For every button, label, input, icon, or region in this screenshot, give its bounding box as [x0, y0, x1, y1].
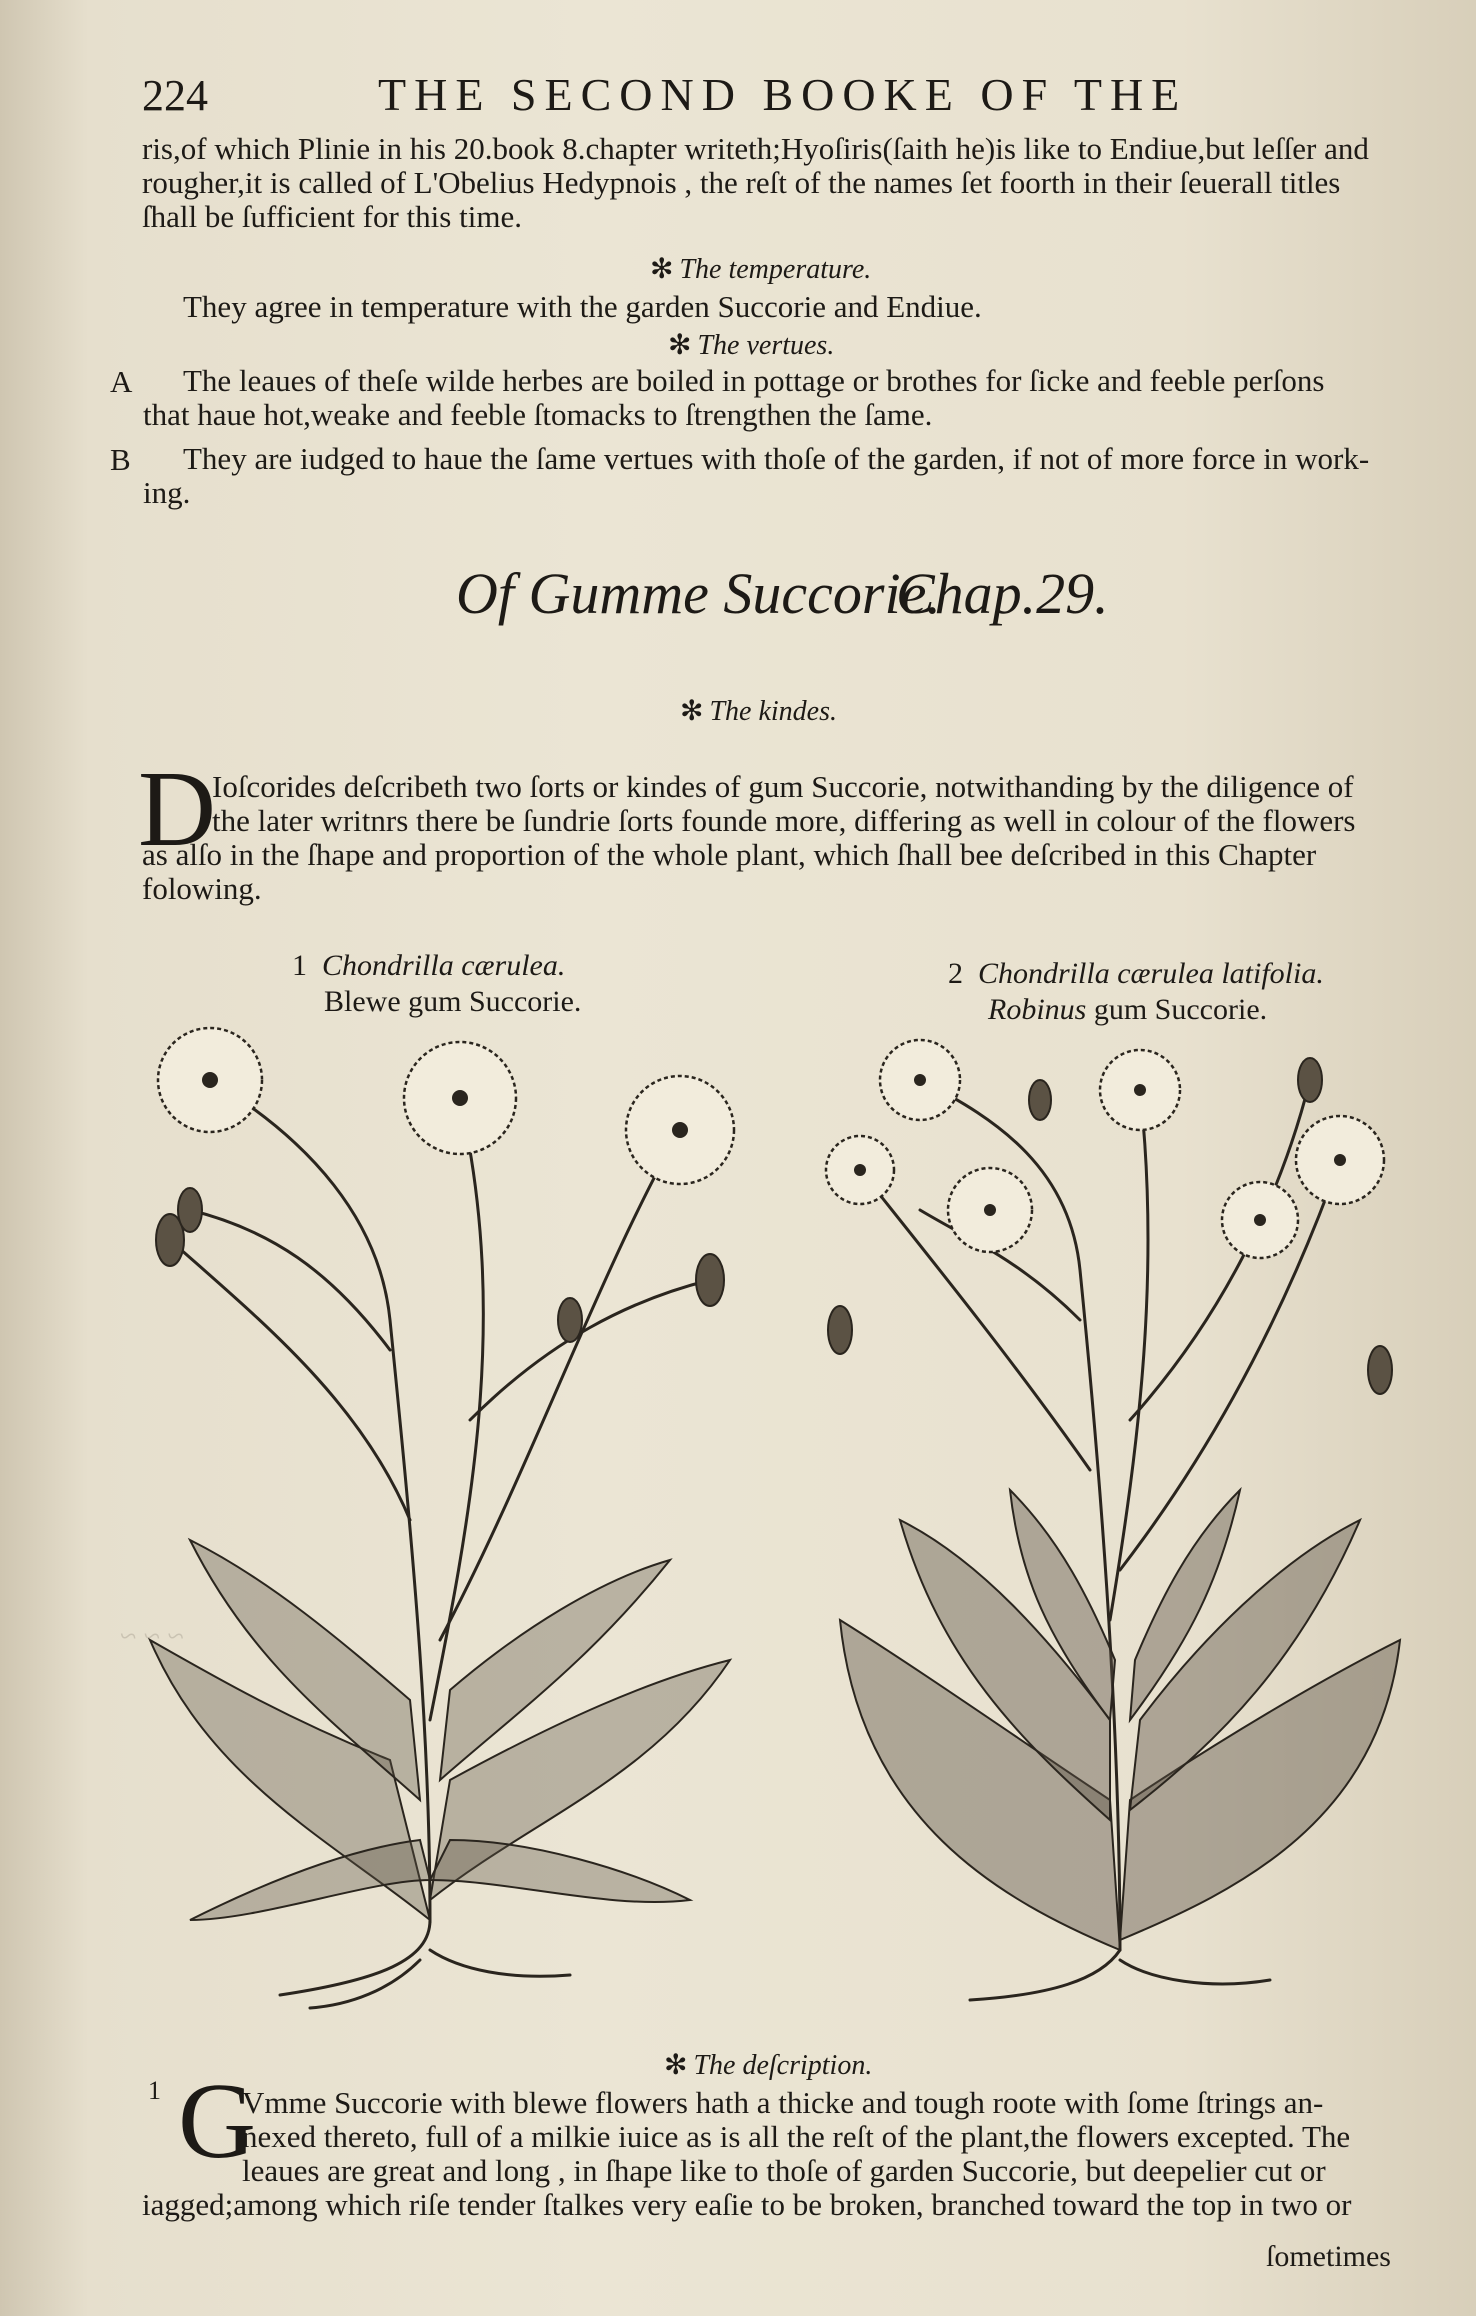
vertues-heading: ✻ The vertues. [668, 330, 835, 361]
flower-bud [558, 1298, 582, 1342]
figure-2-woodcut [820, 1020, 1420, 2010]
asterisk-ornament-icon: ✻ [650, 254, 674, 285]
bleed-through-text: ~ ~ ~ [120, 1620, 184, 1653]
stem [190, 1210, 390, 1350]
text-line: that haue hot,weake and feeble ſtomacks to ſtrengthen the ſame. [143, 397, 933, 432]
flower-bud [1368, 1346, 1392, 1394]
root [280, 1920, 570, 2008]
text-line: rougher,it is called of L'Obelius Hedypnois , the reſt of the names ſet foorth in their ſeuerall titles [142, 165, 1341, 200]
margin-marker-b: B [110, 442, 131, 477]
vertue-b [143, 441, 1435, 510]
flower-bud [696, 1254, 724, 1306]
text-line: folowing. [142, 871, 262, 906]
root [970, 1950, 1270, 2000]
english-name: Blewe gum Succorie. [324, 985, 582, 1018]
stem [430, 1100, 483, 1720]
chapter-title: Of Gumme Succorie. [456, 561, 941, 626]
description-marker: 1 [148, 2076, 161, 2105]
figure-number: 1 [292, 949, 307, 982]
text-line: Vmme Succorie with blewe flowers hath a thicke and tough roote with ſome ſtrings an- [242, 2085, 1324, 2120]
kindes-paragraph [142, 770, 1438, 906]
text-line: They are iudged to haue the ſame vertues with thoſe of the garden, if not of more force in work- [183, 441, 1370, 476]
english-prefix: Robinus [988, 993, 1087, 1026]
text-line: leaues are great and long , in ſhape like to thoſe of garden Succorie, but deepelier cut or [242, 2153, 1326, 2188]
drop-cap-g: G [178, 2062, 256, 2181]
figure-2-caption [948, 956, 1324, 1028]
text-line: ing. [143, 475, 191, 510]
text-line: Ioſcorides deſcribeth two ſorts or kindes of gum Succorie, notwithanding by the diligence of [212, 769, 1354, 804]
temperature-text: They agree in temperature with the garden Succorie and Endiue. [183, 289, 982, 324]
flower-bud [1029, 1080, 1051, 1120]
drop-cap-d: D [138, 750, 216, 869]
latin-name: Chondrilla cærulea latifolia. [978, 957, 1324, 990]
leaf [430, 1840, 690, 1902]
flower-bud [1298, 1058, 1322, 1102]
stem [470, 1280, 710, 1420]
latin-name: Chondrilla cærulea. [322, 949, 566, 982]
text-line: as alſo in the ſhape and proportion of the whole plant, which ſhall bee deſcribed in this Chapter [142, 837, 1317, 872]
text-line: ſhall be ſufficient for this time. [142, 199, 522, 234]
stem [170, 1240, 410, 1520]
stem [440, 1130, 680, 1640]
figure-1-caption [292, 948, 581, 1020]
vertue-a [143, 363, 1435, 432]
flower-bud [828, 1306, 852, 1354]
top-paragraph [142, 132, 1438, 234]
page-number: 224 [142, 71, 208, 120]
leaf [190, 1840, 430, 1920]
asterisk-ornament-icon: ✻ [668, 330, 692, 361]
asterisk-ornament-icon: ✻ [664, 2050, 688, 2081]
running-title: THE SECOND BOOKE OF THE [378, 69, 1188, 120]
english-name: gum Succorie. [1093, 993, 1268, 1026]
description-paragraph [142, 2086, 1410, 2222]
chapter-number: Chap.29. [896, 561, 1109, 626]
text-line: nexed thereto, full of a milkie iuice as is all the reſt of the plant,the flowers excepted. The [242, 2119, 1351, 2154]
flower-bud [178, 1188, 202, 1232]
kindes-heading: ✻ The kindes. [680, 696, 837, 727]
description-heading: ✻ The deſcription. [664, 2050, 873, 2081]
figure-number: 2 [948, 957, 963, 990]
text-line: The leaues of theſe wilde herbes are boiled in pottage or brothes for ſicke and feeble perſons [183, 363, 1325, 398]
catchword: ſometimes [1266, 2240, 1391, 2273]
figure-1-woodcut [130, 1020, 750, 2010]
margin-marker-a: A [110, 364, 133, 399]
text-line: the later writnrs there be ſundrie ſorts founde more, differing as well in colour of the flowers [212, 803, 1356, 838]
asterisk-ornament-icon: ✻ [680, 696, 704, 727]
text-line: iagged;among which riſe tender ſtalkes very eaſie to be broken, branched toward the top in two or [142, 2187, 1352, 2222]
text-line: ris,of which Plinie in his 20.book 8.chapter writeth;Hyoſiris(ſaith he)is like to Endiue,but leſſer and [142, 131, 1369, 166]
temperature-heading: ✻ The temperature. [650, 254, 872, 285]
